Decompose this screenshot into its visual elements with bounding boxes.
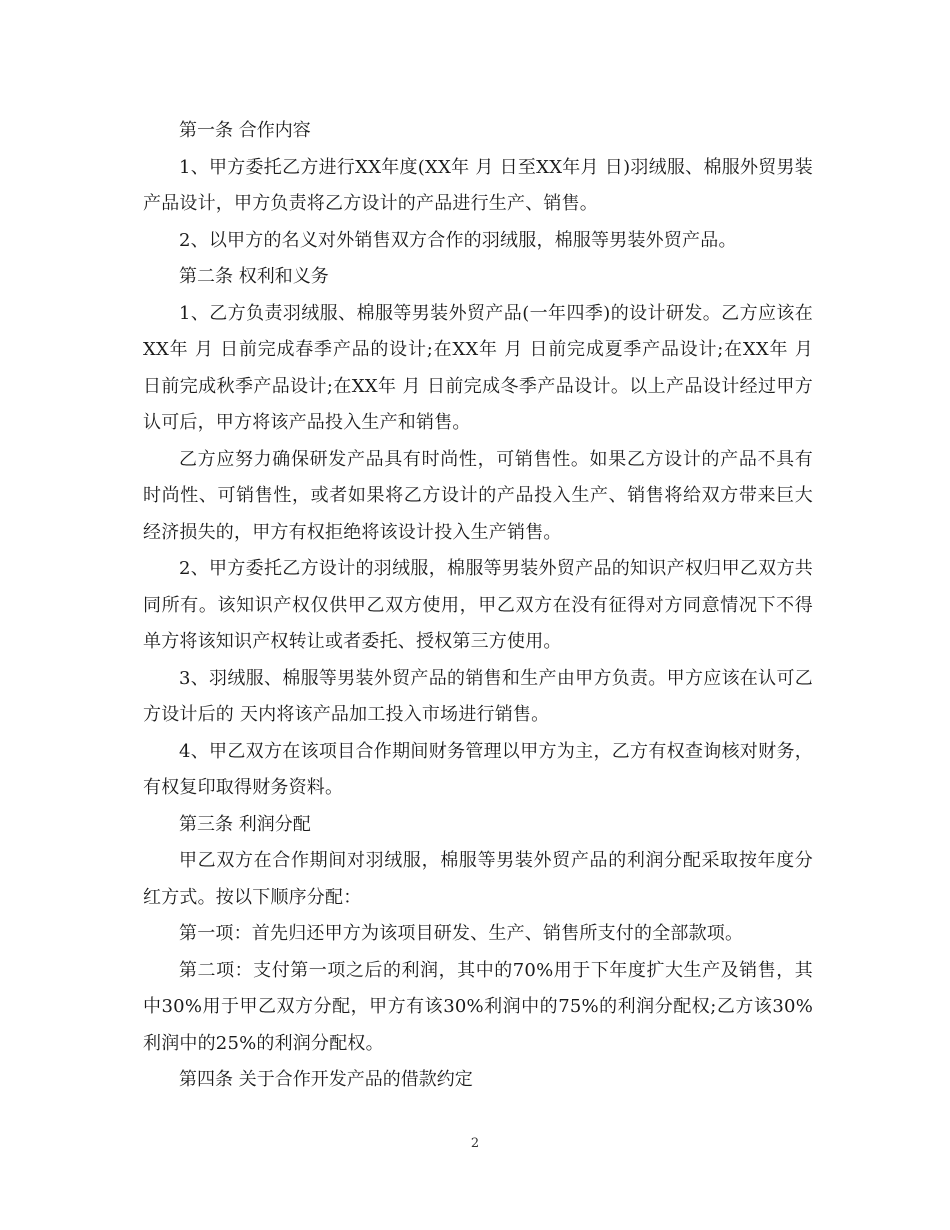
section-heading: 第三条 利润分配	[179, 813, 311, 835]
page-number: 2	[470, 1136, 480, 1151]
paragraph: 2、以甲方的名义对外销售双方合作的羽绒服，棉服等男装外贸产品。	[179, 229, 737, 251]
paragraph: 第二项：支付第一项之后的利润，其中的70%用于下年度扩大生产及销售，其中30%用于甲乙双方分配，甲方有该30%利润中的75%的利润分配权;乙方该30%利润中的25%的利润分配权。	[143, 959, 813, 1054]
paragraph: 乙方应努力确保研发产品具有时尚性，可销售性。如果乙方设计的产品不具有时尚性、可销售性，或者如果将乙方设计的产品投入生产、销售将给双方带来巨大经济损失的，甲方有权拒绝将该设计投入生产销售。	[143, 448, 813, 543]
paragraph: 3、羽绒服、棉服等男装外贸产品的销售和生产由甲方负责。甲方应该在认可乙方设计后的 天内将该产品加工投入市场进行销售。	[143, 667, 813, 725]
section-heading: 第四条 关于合作开发产品的借款约定	[179, 1069, 473, 1090]
section-heading: 第一条 合作内容	[179, 120, 311, 141]
document-body	[143, 113, 813, 1099]
paragraph: 2、甲方委托乙方设计的羽绒服，棉服等男装外贸产品的知识产权归甲乙双方共同所有。该知识产权仅供甲乙双方使用，甲乙双方在没有征得对方同意情况下不得单方将该知识产权转让或者委托、授权第三方使用。	[143, 558, 813, 652]
paragraph: 4、甲乙双方在该项目合作期间财务管理以甲方为主，乙方有权查询核对财务，有权复印取得财务资料。	[143, 740, 813, 798]
paragraph: 甲乙双方在合作期间对羽绒服，棉服等男装外贸产品的利润分配采取按年度分红方式。按以下顺序分配：	[143, 850, 813, 908]
paragraph: 第一项：首先归还甲方为该项目研发、生产、销售所支付的全部款项。	[179, 923, 744, 944]
paragraph: 1、乙方负责羽绒服、棉服等男装外贸产品(一年四季)的设计研发。乙方应该在XX年 月 日前完成春季产品的设计;在XX年 月 日前完成夏季产品设计;在XX年 月 日前完成秋季产品设计;在XX年 月 日前完成冬季产品设计。以上产品设计经过甲方认可后，甲方将该产品投入生产和销售。	[143, 302, 813, 433]
paragraph: 1、甲方委托乙方进行XX年度(XX年 月 日至XX年月 日)羽绒服、棉服外贸男装产品设计，甲方负责将乙方设计的产品进行生产、销售。	[143, 156, 813, 214]
section-heading: 第二条 权利和义务	[179, 266, 329, 287]
